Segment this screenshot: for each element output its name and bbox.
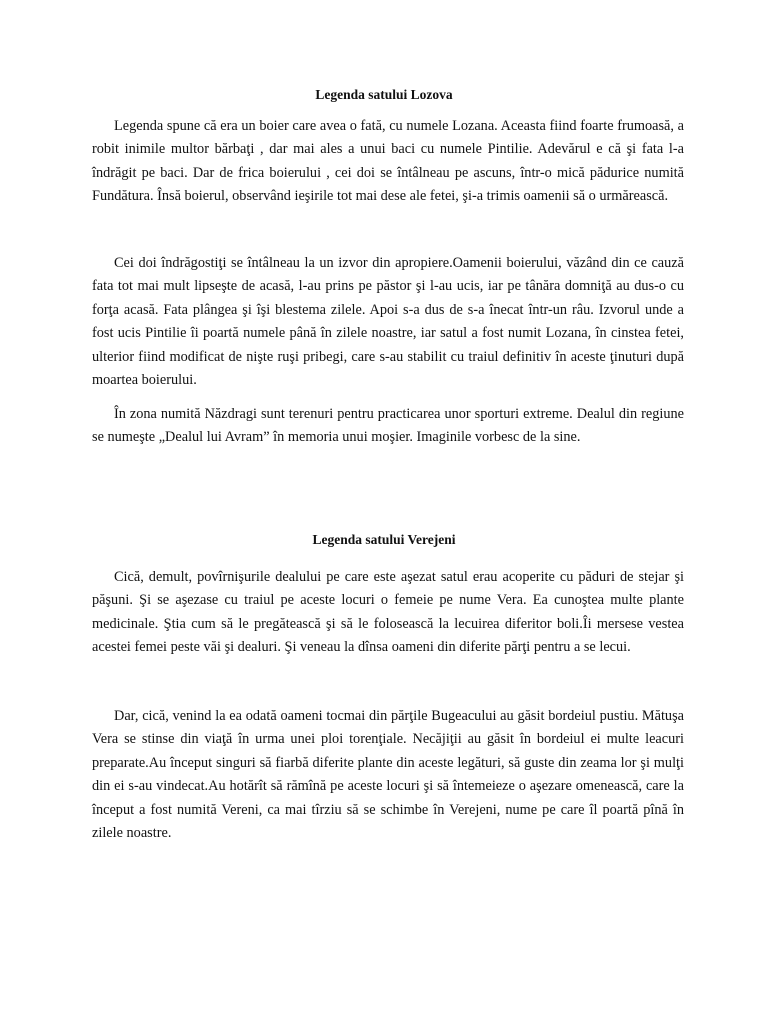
paragraph-lozova-3: În zona numită Năzdragi sunt terenuri pentru practicarea unor sporturi extreme. Dealul din regiune se numeşte „Dealul lui Avram” în memoria unui moşier. Imaginile vorbesc de la sine. — [92, 406, 684, 446]
section-title-verejeni: Legenda satului Verejeni — [312, 532, 456, 547]
section-title-lozova: Legenda satului Lozova — [315, 87, 453, 102]
paragraph-verejeni-1: Cică, demult, povîrnişurile dealului pe care este aşezat satul erau acoperite cu păduri de stejar şi păşuni. Şi se aşezase cu traiul pe aceste locuri o femeie pe nume Vera. Ea cunoştea multe plante medicinale. Ştia cum să le pregătească şi să le folosească la lecuirea diferitor boli.Îi mersese vestea acestei femei peste văi şi dealuri. Şi veneau la dînsa oameni din diferite părţi pentru a se lecui. — [92, 569, 684, 656]
paragraph-lozova-1: Legenda spune că era un boier care avea o fată, cu numele Lozana. Aceasta fiind foarte frumoasă, a robit inimile multor bărbaţi , dar mai ales a unui baci cu numele Pintilie. Adevărul e că şi fata l-a îndrăgit pe baci. Dar de frica boierului , cei doi se întâlneau pe ascuns, într-o mică pădurice numită Fundătura. Însă boierul, observând ieşirile tot mai dese ale fetei, şi-a trimis oamenii să o urmărească. — [92, 118, 684, 205]
paragraph-lozova-2: Cei doi îndrăgostiţi se întâlneau la un izvor din apropiere.Oamenii boierului, văzând din ce cauză fata tot mai mult lipseşte de acasă, l-au prins pe păstor şi l-au ucis, iar pe tânăra domniţă au dus-o cu forţa acasă. Fata plângea şi îşi blestema zilele. Apoi s-a dus de s-a înecat într-un râu. Izvorul unde a fost ucis Pintilie îi poartă numele până în zilele noastre, iar satul a fost numit Lozana, în cinstea fetei, ulterior fiind modificat de nişte ruşi pribegi, care s-au stabilit cu traiul definitiv în aceste ţinuturi după moartea boierului. — [92, 255, 684, 389]
paragraph-verejeni-2: Dar, cică, venind la ea odată oameni tocmai din părţile Bugeacului au găsit bordeiul pustiu. Mătuşa Vera se stinse din viaţă în urma unei ploi torenţiale. Necăjiţii au găsit în bordeiul ei multe leacuri preparate.Au început singuri să fiarbă diferite plante din aceste legături, să guste din zeama lor şi mulţi din ei s-au vindecat.Au hotărît să rămînă pe aceste locuri şi să întemeieze o aşezare omenească, care la început a fost numită Vereni, ca mai tîrziu să se schimbe în Verejeni, nume pe care îl poartă pînă în zilele noastre. — [92, 708, 684, 842]
